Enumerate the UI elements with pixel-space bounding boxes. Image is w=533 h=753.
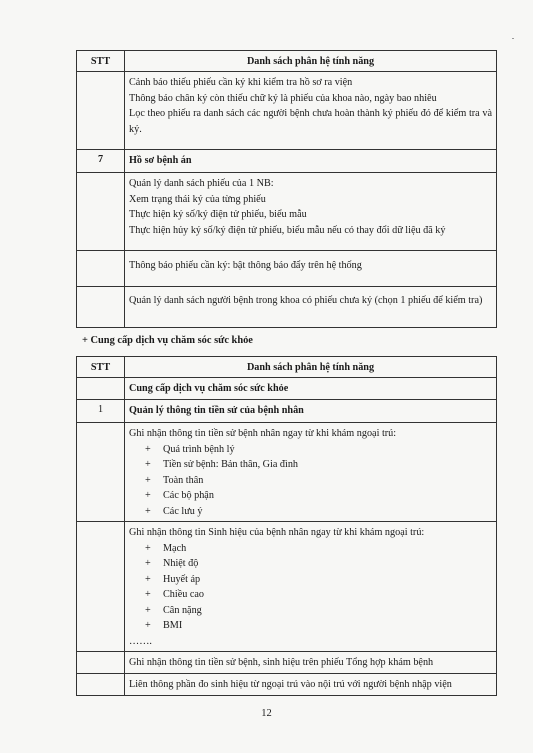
bullet-item	[145, 442, 492, 458]
bullet-text: Các lưu ý	[163, 505, 203, 517]
sign-notification-cell: Thông báo phiếu cần ký: bật thông báo đẩy trên hệ thống	[125, 251, 497, 287]
text-line: Cảnh báo thiếu phiếu cần ký khi kiểm tra hồ sơ ra viện	[129, 77, 353, 88]
row-stt: 7	[77, 150, 125, 173]
plus-bullet-icon: +	[145, 589, 151, 600]
plus-bullet-icon: +	[145, 490, 151, 501]
vitals-transfer-cell: Liên thông phần đo sinh hiệu từ ngoại trú vào nội trú với người bệnh nhập viện	[125, 674, 497, 696]
bullet-item	[145, 556, 492, 572]
bullet-text: Quá trình bệnh lý	[163, 443, 235, 455]
bullet-text: Toàn thân	[163, 474, 204, 486]
text-line: Lọc theo phiếu ra danh sách các người bệnh chưa hoàn thành ký phiếu đó để kiểm tra và ký.	[129, 108, 492, 135]
medical-record-title: Hồ sơ bệnh án	[125, 150, 497, 173]
bullet-item	[145, 603, 492, 619]
bullet-text: Huyết áp	[163, 573, 201, 585]
bullet-item	[145, 618, 492, 634]
text-line: Thực hiện hủy ký số/ký điện tử phiếu, biểu mẫu nếu có thay đổi dữ liệu đã ký	[129, 224, 446, 236]
plus-bullet-icon: +	[145, 474, 151, 486]
text-line: Thông báo chân ký còn thiếu chữ ký là phiếu của khoa nào, ngày bao nhiêu	[129, 92, 437, 104]
plus-bullet-icon: +	[145, 620, 151, 631]
header-stt: STT	[77, 51, 125, 72]
row-stt	[77, 378, 125, 400]
bullet-text: BMI	[163, 620, 183, 631]
checklist-warnings-cell	[125, 72, 497, 150]
row-stt	[77, 652, 125, 674]
row-stt	[77, 72, 125, 150]
text-line: Xem trạng thái ký của từng phiếu	[129, 193, 266, 205]
unsigned-patients-cell: Quản lý danh sách người bệnh trong khoa có phiếu chưa ký (chọn 1 phiếu để kiểm tra)	[125, 287, 497, 328]
bullet-text: Tiền sử bệnh: Bản thân, Gia đình	[163, 459, 299, 470]
bullet-item	[145, 488, 492, 504]
bullet-item	[145, 541, 492, 557]
plus-bullet-icon: +	[145, 573, 151, 585]
bullet-item	[145, 457, 492, 473]
bullet-text: Chiều cao	[163, 589, 205, 600]
vitals-cell	[125, 522, 497, 652]
row-stt	[77, 522, 125, 652]
row-stt	[77, 674, 125, 696]
history-cell	[125, 423, 497, 522]
scan-speck	[512, 38, 514, 39]
row-stt	[77, 423, 125, 522]
text-line: Quản lý danh sách phiếu của 1 NB:	[129, 178, 274, 189]
row-stt: 1	[77, 400, 125, 423]
bullet-item	[145, 473, 492, 489]
text-line: Thực hiện ký số/ký điện tử phiếu, biểu mẫu	[129, 209, 307, 220]
bullet-item	[145, 572, 492, 588]
bullet-text: Các bộ phận	[163, 490, 214, 501]
form-management-cell	[125, 173, 497, 251]
history-management-title: Quản lý thông tin tiền sử của bệnh nhân	[125, 400, 497, 423]
header-feature-list: Danh sách phân hệ tính năng	[125, 51, 497, 72]
bullet-item	[145, 504, 492, 520]
page-number: 12	[261, 708, 272, 719]
feature-table-1	[76, 50, 497, 328]
plus-bullet-icon: +	[145, 558, 151, 569]
row-stt	[77, 287, 125, 328]
history-intro: Ghi nhận thông tin tiền sử bệnh nhân ngay từ khi khám ngoại trú:	[129, 428, 397, 439]
plus-bullet-icon: +	[145, 505, 151, 517]
bullet-item	[145, 587, 492, 603]
header-stt: STT	[77, 357, 125, 378]
feature-table-2	[76, 356, 497, 696]
bullet-text: Nhiệt độ	[163, 558, 199, 569]
bullet-text: Mạch	[163, 542, 187, 554]
header-feature-list: Danh sách phân hệ tính năng	[125, 357, 497, 378]
section-label: + Cung cấp dịch vụ chăm sóc sức khỏe	[82, 335, 253, 346]
row-stt	[77, 173, 125, 251]
group-title: Cung cấp dịch vụ chăm sóc sức khỏe	[125, 378, 497, 400]
ellipsis: …….	[129, 635, 152, 647]
plus-bullet-icon: +	[145, 604, 151, 616]
plus-bullet-icon: +	[145, 443, 151, 455]
summary-form-cell: Ghi nhận thông tin tiền sử bệnh, sinh hiệu trên phiếu Tổng hợp khám bệnh	[125, 652, 497, 674]
vitals-intro: Ghi nhận thông tin Sinh hiệu của bệnh nhân ngay từ khi khám ngoại trú:	[129, 527, 425, 538]
bullet-text: Cân nặng	[163, 604, 202, 616]
row-stt	[77, 251, 125, 287]
plus-bullet-icon: +	[145, 542, 151, 554]
plus-bullet-icon: +	[145, 459, 151, 470]
